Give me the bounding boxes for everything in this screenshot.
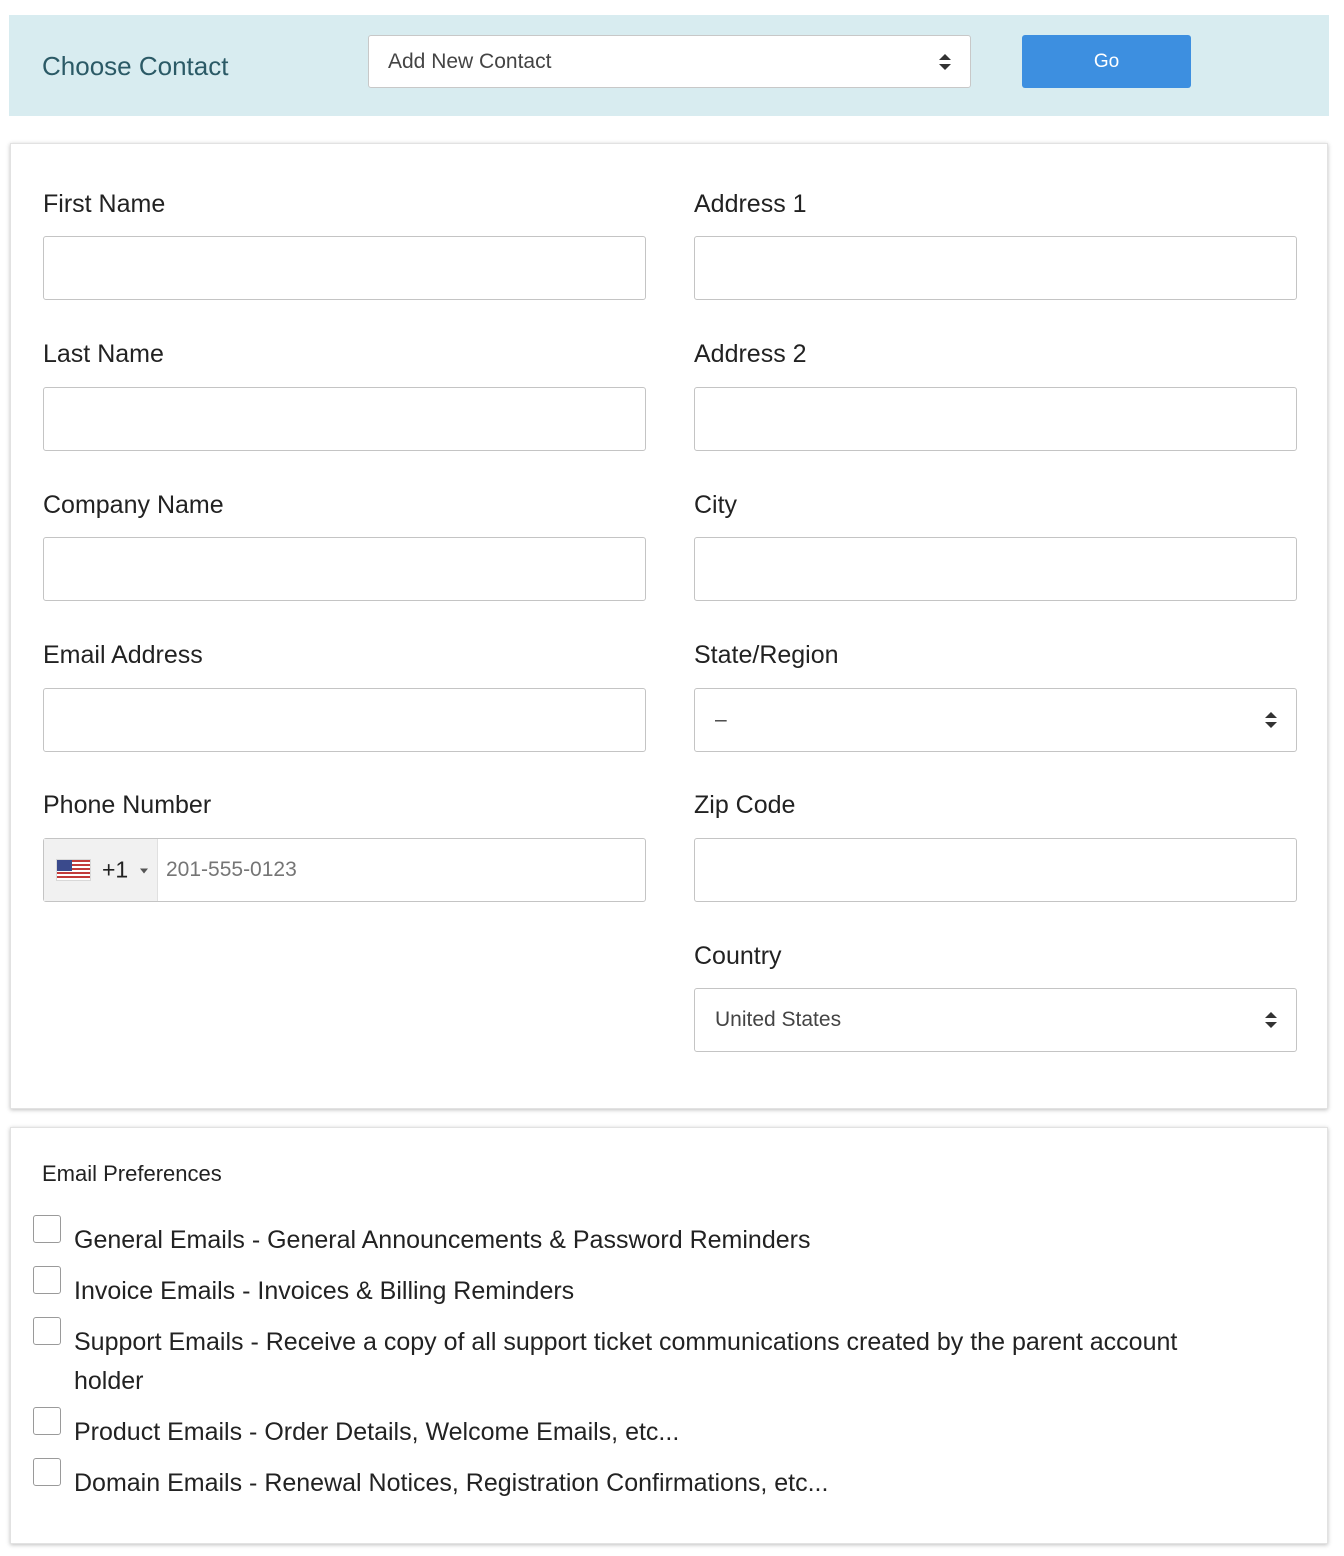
product-emails-checkbox[interactable]	[33, 1407, 61, 1435]
contact-select[interactable]	[368, 35, 971, 88]
pref-label: Product Emails - Order Details, Welcome Emails, etc...	[74, 1418, 680, 1446]
select-arrows-icon	[939, 54, 951, 70]
city-input[interactable]	[694, 537, 1297, 601]
dial-code: +1	[102, 856, 129, 883]
phone-number-label: Phone Number	[43, 791, 212, 819]
city-label: City	[694, 491, 738, 519]
last-name-input[interactable]	[43, 387, 646, 451]
caret-down-icon	[140, 869, 148, 874]
address2-input[interactable]	[694, 387, 1297, 451]
email-preferences-panel	[10, 1127, 1328, 1544]
choose-contact-bar	[9, 15, 1329, 116]
contact-select-value: Add New Contact	[388, 49, 552, 73]
phone-number-field	[43, 838, 646, 902]
contact-form-panel	[10, 143, 1328, 1109]
address1-label: Address 1	[694, 190, 807, 218]
select-arrows-icon	[1265, 1012, 1277, 1028]
pref-label: General Emails - General Announcements & Password Reminders	[74, 1226, 811, 1254]
address1-input[interactable]	[694, 236, 1297, 300]
email-address-input[interactable]	[43, 688, 646, 752]
email-preferences-title: Email Preferences	[42, 1161, 222, 1186]
pref-label: Invoice Emails - Invoices & Billing Reminders	[74, 1277, 575, 1305]
pref-label: Domain Emails - Renewal Notices, Registration Confirmations, etc...	[74, 1469, 829, 1497]
select-arrows-icon	[1265, 712, 1277, 728]
us-flag-icon	[57, 860, 90, 880]
state-region-label: State/Region	[694, 641, 839, 669]
pref-label: Support Emails - Receive a copy of all support ticket communications created by the parent account holder	[74, 1328, 1178, 1395]
state-region-select[interactable]	[694, 688, 1297, 752]
zip-code-input[interactable]	[694, 838, 1297, 902]
country-value: United States	[715, 1008, 842, 1031]
address2-label: Address 2	[694, 340, 807, 368]
support-emails-checkbox[interactable]	[33, 1317, 61, 1345]
last-name-label: Last Name	[43, 340, 164, 368]
general-emails-checkbox[interactable]	[33, 1215, 61, 1243]
go-button[interactable]: Go	[1022, 35, 1191, 88]
phone-number-input[interactable]	[166, 858, 626, 882]
first-name-label: First Name	[43, 190, 166, 218]
company-name-input[interactable]	[43, 537, 646, 601]
choose-contact-title: Choose Contact	[42, 51, 229, 81]
invoice-emails-checkbox[interactable]	[33, 1266, 61, 1294]
company-name-label: Company Name	[43, 491, 224, 519]
country-code-dropdown[interactable]	[44, 839, 158, 901]
email-address-label: Email Address	[43, 641, 203, 669]
first-name-input[interactable]	[43, 236, 646, 300]
country-label: Country	[694, 942, 782, 970]
state-region-value: –	[715, 708, 727, 731]
zip-code-label: Zip Code	[694, 791, 796, 819]
country-select[interactable]	[694, 988, 1297, 1052]
domain-emails-checkbox[interactable]	[33, 1458, 61, 1486]
